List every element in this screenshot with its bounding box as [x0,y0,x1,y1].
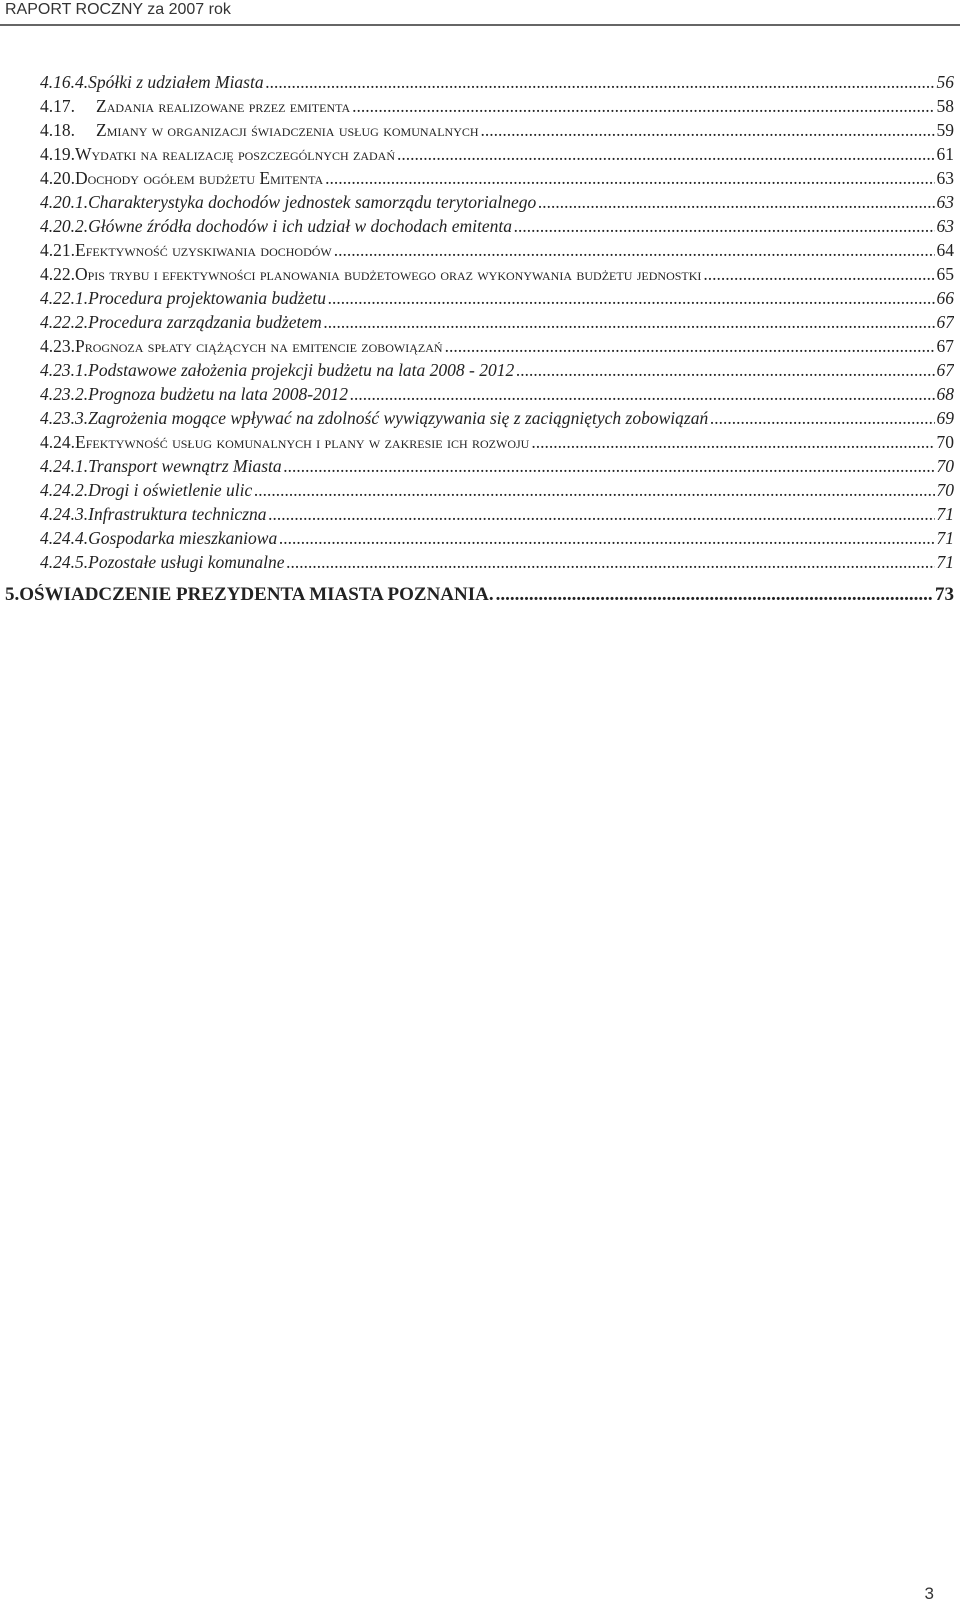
toc-leader-dots [397,143,934,165]
page-header [0,0,960,35]
toc-entry[interactable] [40,263,954,285]
toc-leader-dots [445,335,935,357]
toc-entry[interactable] [40,215,954,237]
toc-leader-dots [284,455,935,477]
toc-entry-number: 5. [5,584,20,605]
toc-entry-title: Charakterystyka dochodów jednostek samorządu terytorialnego [88,192,537,212]
toc-entry-page: 71 [936,528,954,548]
toc-entry-page: 70 [936,480,954,500]
toc-entry[interactable] [40,407,954,429]
toc-entry[interactable] [40,551,954,573]
toc-entry-number: 4.20.2. [40,216,89,236]
toc-entry-number: 4.23. [40,336,75,356]
toc-leader-dots [516,359,934,381]
toc-entry-title: Główne źródła dochodów i ich udział w dochodach emitenta [88,216,512,236]
toc-leader-dots [325,167,934,189]
toc-entry-number: 4.24.3. [40,504,89,524]
toc-entry-title: Drogi i oświetlenie ulic [88,480,253,500]
toc-entry-number: 4.23.2. [40,384,89,404]
toc-entry-page: 67 [936,360,954,380]
toc-entry[interactable] [40,167,954,189]
toc-entry-page: 67 [936,336,954,356]
toc-entry-title: Gospodarka mieszkaniowa [88,528,278,548]
toc-entry[interactable] [5,584,954,606]
page-number: 3 [924,1584,934,1603]
toc-entry-number: 4.19. [40,144,75,164]
toc-entry-number: 4.21. [40,240,75,260]
toc-leader-dots [710,407,934,429]
toc-entry-title: Infrastruktura techniczna [88,504,267,524]
toc-entry[interactable] [40,431,954,453]
toc-entry[interactable] [40,479,954,501]
toc-entry-title: Prognoza spłaty ciążących na emitencie zobowiązań [75,336,443,356]
toc-leader-dots [328,287,935,309]
toc-entry-page: 58 [936,96,954,116]
toc-entry-title: Zadania realizowane przez emitenta [96,96,351,116]
toc-entry-number: 4.24.4. [40,528,89,548]
toc-entry-page: 63 [936,168,954,188]
toc-entry-number: 4.22.1. [40,288,89,308]
toc-entry[interactable] [40,455,954,477]
toc-entry[interactable] [40,239,954,261]
toc-entry[interactable] [40,191,954,213]
toc-entry-number: 4.24. [40,432,75,452]
toc-entry-title: Procedura projektowania budżetu [88,288,326,308]
toc-entry-number: 4.23.1. [40,360,89,380]
toc-leader-dots [324,311,935,333]
toc-leader-dots [269,503,935,525]
toc-entry[interactable] [40,143,954,165]
toc-entry-page: 71 [936,552,954,572]
toc-entry-page: 68 [936,384,954,404]
toc-leader-dots [279,527,934,549]
toc-entry[interactable] [40,71,954,93]
toc-entry-page: 64 [936,240,954,260]
toc-leader-dots [514,215,935,237]
toc-leader-dots [254,479,934,501]
toc-leader-dots [352,95,934,117]
toc-leader-dots [481,119,935,141]
toc-entry[interactable] [40,359,954,381]
toc-leader-dots [287,551,935,573]
toc-leader-dots [703,263,934,285]
toc-leader-dots [334,239,935,261]
toc-entry-title: Pozostałe usługi komunalne [88,552,285,572]
toc-entry-page: 69 [936,408,954,428]
toc-entry-page: 71 [936,504,954,524]
toc-entry-number: 4.18. [40,120,75,140]
report-title: RAPORT ROCZNY za 2007 rok [5,1,231,18]
toc-entry-page: 67 [936,312,954,332]
toc-entry-title: OŚWIADCZENIE PREZYDENTA MIASTA POZNANIA. [19,584,494,605]
toc-entry-number: 4.24.2. [40,480,89,500]
header-divider [0,24,960,26]
toc-entry-number: 4.20.1. [40,192,89,212]
toc-entry-title: Prognoza budżetu na lata 2008-2012 [88,384,349,404]
toc-entry-title: Procedura zarządzania budżetem [88,312,322,332]
toc-entry[interactable] [40,95,954,117]
toc-entry[interactable] [40,527,954,549]
toc-entry-title: Zmiany w organizacji świadczenia usług komunalnych [96,120,479,140]
toc-leader-dots [538,191,934,213]
toc-leader-dots [266,71,935,93]
toc-entry-page: 59 [936,120,954,140]
toc-entry-title: Podstawowe założenia projekcji budżetu na lata 2008 - 2012 [88,360,515,380]
toc-entry-number: 4.16.4. [40,72,89,92]
toc-entry-title: Opis trybu i efektywności planowania budżetowego oraz wykonywania budżetu jednostki [75,264,702,284]
toc-entry[interactable] [40,311,954,333]
toc-entry-number: 4.17. [40,96,75,116]
toc-entry-page: 65 [936,264,954,284]
toc-entry-number: 4.24.5. [40,552,89,572]
toc-entry-title: Spółki z udziałem Miasta [88,72,264,92]
toc-entry-title: Transport wewnątrz Miasta [88,456,282,476]
toc-entry[interactable] [40,335,954,357]
toc-leader-dots [531,431,934,453]
toc-entry-page: 73 [935,584,954,605]
toc-entry-number: 4.22. [40,264,75,284]
toc-leader-dots [496,584,933,606]
toc-entry-page: 61 [936,144,954,164]
toc-entry[interactable] [40,119,954,141]
toc-entry[interactable] [40,383,954,405]
toc-entry-title: Efektywność uzyskiwania dochodów [75,240,332,260]
toc-entry-title: Zagrożenia mogące wpływać na zdolność wywiązywania się z zaciągniętych zobowiązań [88,408,709,428]
toc-entry-title: Efektywność usług komunalnych i plany w zakresie ich rozwoju [75,432,530,452]
toc-entry-number: 4.20. [40,168,75,188]
toc-entry-number: 4.24.1. [40,456,89,476]
toc-entry-page: 70 [936,432,954,452]
toc-entry[interactable] [40,503,954,525]
toc-entry-number: 4.22.2. [40,312,89,332]
toc-entry-page: 56 [936,72,954,92]
toc-entry-number: 4.23.3. [40,408,89,428]
toc-entry-page: 63 [936,216,954,236]
toc-leader-dots [350,383,934,405]
toc-entry-title: Wydatki na realizację poszczególnych zadań [75,144,396,164]
toc-entry-title: Dochody ogółem budżetu Emitenta [75,168,324,188]
toc-entry-page: 70 [936,456,954,476]
toc-entry[interactable] [40,287,954,309]
toc-entry-page: 66 [936,288,954,308]
toc-entry-page: 63 [936,192,954,212]
